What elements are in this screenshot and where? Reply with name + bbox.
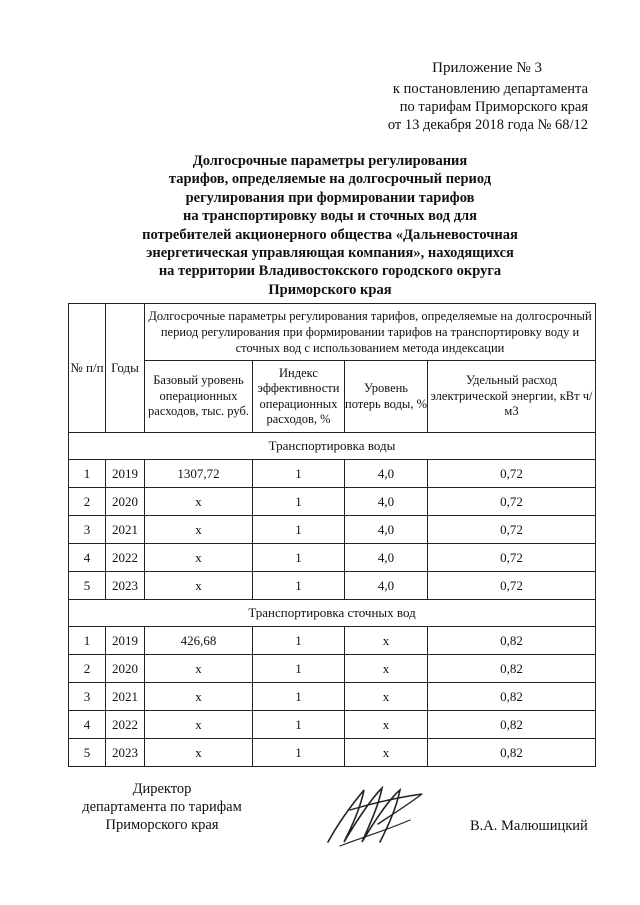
cell-number: 1	[69, 627, 106, 655]
cell-number: 4	[69, 711, 106, 739]
table-body	[69, 433, 596, 767]
cell-year: 2022	[106, 711, 145, 739]
signer-position	[72, 780, 252, 834]
cell-water-loss: х	[345, 627, 428, 655]
cell-water-loss: 4,0	[345, 544, 428, 572]
cell-water-loss: 4,0	[345, 460, 428, 488]
cell-efficiency-index: 1	[253, 711, 345, 739]
title-line: тарифов, определяемые на долгосрочный период	[168, 171, 492, 188]
cell-year: 2021	[106, 683, 145, 711]
title-line: регулирования при формировании тарифов	[185, 189, 475, 206]
title-line: Долгосрочные параметры регулирования	[192, 153, 468, 169]
parameters-table	[68, 303, 596, 767]
cell-year: 2022	[106, 544, 145, 572]
cell-energy-consumption: 0,72	[428, 516, 596, 544]
header-years: Годы	[106, 304, 145, 433]
header-efficiency-index: Индекс эффективности операционных расходов, %	[253, 361, 345, 433]
cell-efficiency-index: 1	[253, 627, 345, 655]
cell-year: 2023	[106, 572, 145, 600]
header-group: Долгосрочные параметры регулирования тарифов, определяемые на долгосрочный период регулирования при формировании тарифов на транспортировку воду и сточных вод с использованием метода индексации	[145, 304, 596, 361]
cell-energy-consumption: 0,82	[428, 683, 596, 711]
cell-efficiency-index: 1	[253, 739, 345, 767]
cell-water-loss: 4,0	[345, 572, 428, 600]
cell-number: 5	[69, 572, 106, 600]
cell-efficiency-index: 1	[253, 544, 345, 572]
cell-year: 2021	[106, 516, 145, 544]
header-energy-consumption: Удельный расход электрической энергии, кВт ч/м3	[428, 361, 596, 433]
cell-energy-consumption: 0,72	[428, 544, 596, 572]
cell-base-opex: х	[145, 572, 253, 600]
cell-year: 2019	[106, 460, 145, 488]
cell-base-opex: х	[145, 739, 253, 767]
header-water-loss: Уровень потерь воды, %	[345, 361, 428, 433]
table-row	[69, 488, 596, 516]
cell-energy-consumption: 0,72	[428, 460, 596, 488]
cell-water-loss: х	[345, 739, 428, 767]
cell-water-loss: х	[345, 655, 428, 683]
table-row	[69, 739, 596, 767]
cell-efficiency-index: 1	[253, 516, 345, 544]
section-title: Транспортировка воды	[69, 433, 596, 460]
cell-number: 3	[69, 683, 106, 711]
cell-year: 2020	[106, 488, 145, 516]
table-row	[69, 544, 596, 572]
cell-energy-consumption: 0,72	[428, 572, 596, 600]
cell-base-opex: х	[145, 683, 253, 711]
cell-number: 2	[69, 488, 106, 516]
table-row	[69, 627, 596, 655]
cell-efficiency-index: 1	[253, 572, 345, 600]
cell-number: 4	[69, 544, 106, 572]
signature-block	[0, 780, 640, 890]
cell-efficiency-index: 1	[253, 683, 345, 711]
cell-water-loss: 4,0	[345, 488, 428, 516]
table-row	[69, 572, 596, 600]
cell-base-opex: 426,68	[145, 627, 253, 655]
table-row	[69, 711, 596, 739]
section-row	[69, 600, 596, 627]
cell-number: 5	[69, 739, 106, 767]
signer-position-line: департамента по тарифам	[82, 799, 242, 815]
cell-number: 3	[69, 516, 106, 544]
cell-base-opex: х	[145, 488, 253, 516]
table-row	[69, 655, 596, 683]
cell-energy-consumption: 0,82	[428, 739, 596, 767]
title-line: на транспортировку воды и сточных вод для	[182, 208, 478, 225]
cell-base-opex: 1307,72	[145, 460, 253, 488]
table-row	[69, 516, 596, 544]
cell-number: 1	[69, 460, 106, 488]
title-line: энергетическая управляющая компания», находящихся	[146, 245, 514, 262]
cell-number: 2	[69, 655, 106, 683]
table-row	[69, 460, 596, 488]
cell-year: 2019	[106, 627, 145, 655]
document-title	[110, 152, 550, 299]
resolution-line: по тарифам Приморского края	[399, 99, 588, 115]
cell-base-opex: х	[145, 516, 253, 544]
cell-year: 2020	[106, 655, 145, 683]
header-base-opex: Базовый уровень операционных расходов, тыс. руб.	[145, 361, 253, 433]
section-row	[69, 433, 596, 460]
cell-water-loss: х	[345, 683, 428, 711]
resolution-reference	[328, 80, 588, 134]
cell-base-opex: х	[145, 544, 253, 572]
section-title: Транспортировка сточных вод	[69, 600, 596, 627]
signer-position-line: Приморского края	[105, 817, 219, 833]
cell-base-opex: х	[145, 655, 253, 683]
cell-water-loss: 4,0	[345, 516, 428, 544]
signer-name: В.А. Малюшицкий	[470, 818, 588, 834]
signer-position-line: Директор	[132, 781, 192, 797]
cell-water-loss: х	[345, 711, 428, 739]
cell-energy-consumption: 0,82	[428, 711, 596, 739]
cell-efficiency-index: 1	[253, 460, 345, 488]
cell-energy-consumption: 0,72	[428, 488, 596, 516]
title-line: на территории Владивостокского городского округа	[158, 263, 502, 280]
cell-efficiency-index: 1	[253, 488, 345, 516]
cell-efficiency-index: 1	[253, 655, 345, 683]
resolution-line: от 13 декабря 2018 года № 68/12	[387, 117, 588, 133]
appendix-label: Приложение № 3	[432, 60, 542, 76]
cell-base-opex: х	[145, 711, 253, 739]
resolution-line: к постановлению департамента	[392, 81, 588, 97]
title-line: потребителей акционерного общества «Дальневосточная	[142, 226, 518, 243]
handwritten-signature	[320, 780, 430, 850]
cell-energy-consumption: 0,82	[428, 655, 596, 683]
cell-energy-consumption: 0,82	[428, 627, 596, 655]
cell-year: 2023	[106, 739, 145, 767]
table-row	[69, 683, 596, 711]
title-line: Приморского края	[268, 281, 392, 298]
header-number: № п/п	[69, 304, 106, 433]
